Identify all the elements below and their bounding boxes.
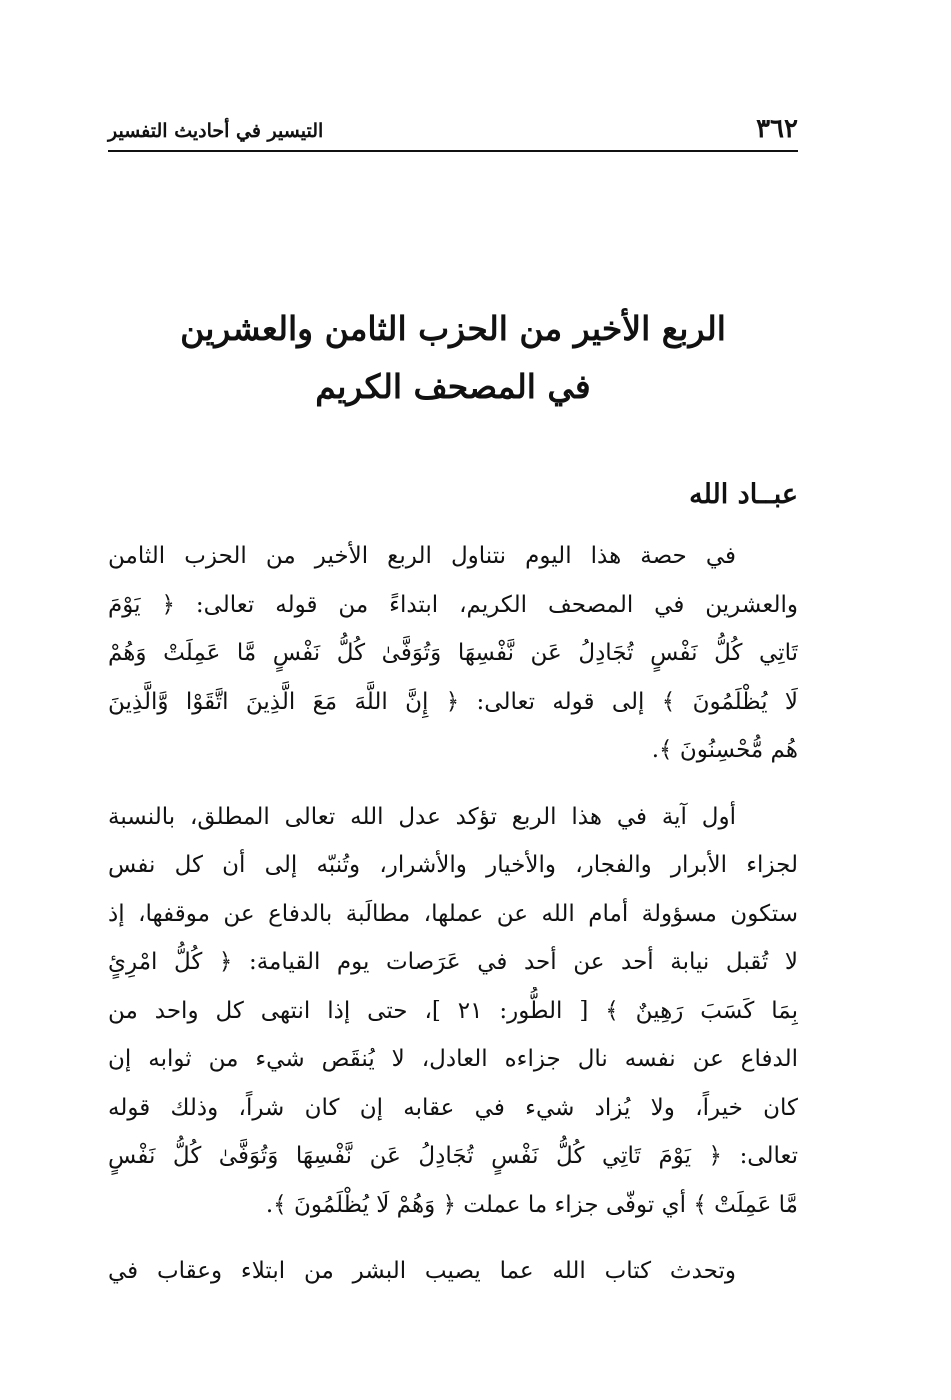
text-line: في حصة هذا اليوم نتناول الربع الأخير من الحزب الثامن: [108, 543, 736, 569]
text-line: كان خيراً، ولا يُزاد شيء في عقابه إن كان شراً، وذلك قوله: [108, 1094, 798, 1121]
text-line: والعشرين في المصحف الكريم، ابتداءً من قوله تعالى: ﴿ يَوْمَ: [108, 591, 798, 618]
text-line: الدفاع عن نفسه نال جزاءه العادل، لا يُنقَص شيء من ثوابه إن: [108, 1046, 798, 1072]
text-line: تَاتِي كُلُّ نَفْسٍ تُجَادِلُ عَن نَّفْسِهَا وَتُوَفَّىٰ كُلُّ نَفْسٍ مَّا عَمِلَتْ وَهُمْ: [108, 640, 798, 666]
text-line: ستكون مسؤولة أمام الله عن عملها، مطالَبة بالدفاع عن موقفها، إذ: [108, 900, 798, 927]
text-line: أول آية في هذا الربع تؤكد عدل الله تعالى المطلق، بالنسبة: [108, 803, 736, 830]
text-line: تعالى: ﴿ يَوْمَ تَاتِي كُلُّ نَفْسٍ تُجَادِلُ عَن نَّفْسِهَا وَتُوَفَّىٰ كُلُّ نَفْسٍ: [108, 1143, 798, 1169]
running-header: [108, 112, 798, 152]
chapter-title-line-1: الربع الأخير من الحزب الثامن والعشرين: [180, 309, 726, 348]
paragraph-2: [108, 793, 798, 1230]
text-line: وتحدث كتاب الله عما يصيب البشر من ابتلاء وعقاب في: [108, 1258, 736, 1284]
text-line: هُم مُّحْسِنُونَ ﴾.: [651, 737, 798, 763]
section-heading: عبــاد الله: [689, 479, 798, 510]
page-number: ٣٦٢: [756, 114, 798, 144]
text-line: لا تُقبل نيابة أحد عن أحد في عَرَصات يوم القيامة: ﴿ كُلُّ امْرِئٍ: [108, 949, 798, 975]
paragraph-3: [108, 1247, 798, 1296]
body-text: [108, 532, 798, 1314]
text-line: لَا يُظْلَمُونَ ﴾ إلى قوله تعالى: ﴿ إِنَّ اللَّهَ مَعَ الَّذِينَ اتَّقَوْا وَّالَّذِينَ: [108, 688, 798, 715]
paragraph-1: [108, 532, 798, 775]
chapter-title-line-2: في المصحف الكريم: [315, 367, 591, 406]
book-title: التيسير في أحاديث التفسير: [108, 120, 324, 142]
chapter-title: [108, 300, 798, 416]
text-line: مَّا عَمِلَتْ ﴾ أي توفّى جزاء ما عملت ﴿ وَهُمْ لَا يُظْلَمُونَ ﴾.: [265, 1191, 798, 1218]
text-line: لجزاء الأبرار والفجار، والأخيار والأشرار، وتُنبّه إلى أن كل نفس: [108, 852, 798, 878]
text-line: بِمَا كَسَبَ رَهِينٌ ﴾ [ الطُّور: ٢١ ]، حتى إذا انتهى كل واحد من: [108, 997, 798, 1024]
